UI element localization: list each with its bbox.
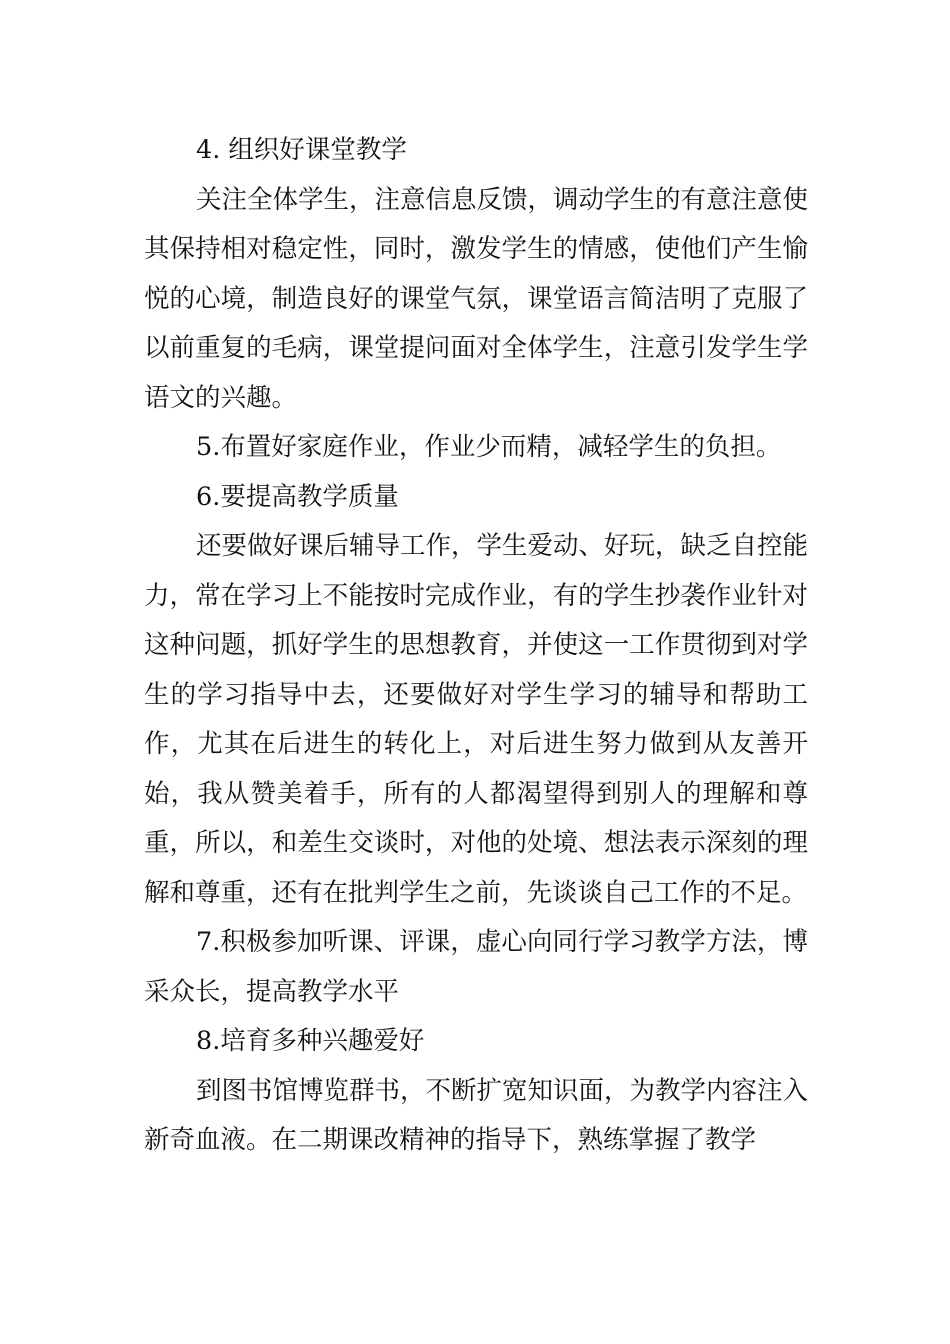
- section-heading-6: 6.要提高教学质量: [196, 481, 399, 512]
- section-heading-8: 8.培育多种兴趣爱好: [196, 1026, 425, 1056]
- section-heading-7: 7.积极参加听课、评课，虚心向同行学习教学方法，博采众长，提高教学水平: [144, 927, 808, 1007]
- document-body: [144, 126, 808, 1166]
- section-heading-5: 5.布置好家庭作业，作业少而精，减轻学生的负担。: [196, 432, 782, 462]
- paragraph-library-reading: 到图书馆博览群书，不断扩宽知识面，为教学内容注入新奇血液。在二期课改精神的指导下，熟练掌握了教学: [144, 1075, 809, 1155]
- section-heading-4: 4. 组织好课堂教学: [196, 135, 407, 165]
- paragraph-classroom-teaching: 关注全体学生，注意信息反馈，调动学生的有意注意使其保持相对稳定性，同时，激发学生的情感，使他们产生愉悦的心境，制造良好的课堂气氛，课堂语言简洁明了克服了以前重复的毛病，课堂提问面对全体学生，注意引发学生学语文的兴趣。: [144, 184, 809, 413]
- paragraph-after-class-tutoring: 还要做好课后辅导工作，学生爱动、好玩，缺乏自控能力，常在学习上不能按时完成作业，有的学生抄袭作业针对这种问题，抓好学生的思想教育，并使这一工作贯彻到对学生的学习指导中去，还要做好对学生学习的辅导和帮助工作，尤其在后进生的转化上，对后进生努力做到从友善开始，我从赞美着手，所有的人都渴望得到别人的理解和尊重，所以，和差生交谈时，对他的处境、想法表示深刻的理解和尊重，还有在批判学生之前，先谈谈自己工作的不足。: [144, 531, 809, 908]
